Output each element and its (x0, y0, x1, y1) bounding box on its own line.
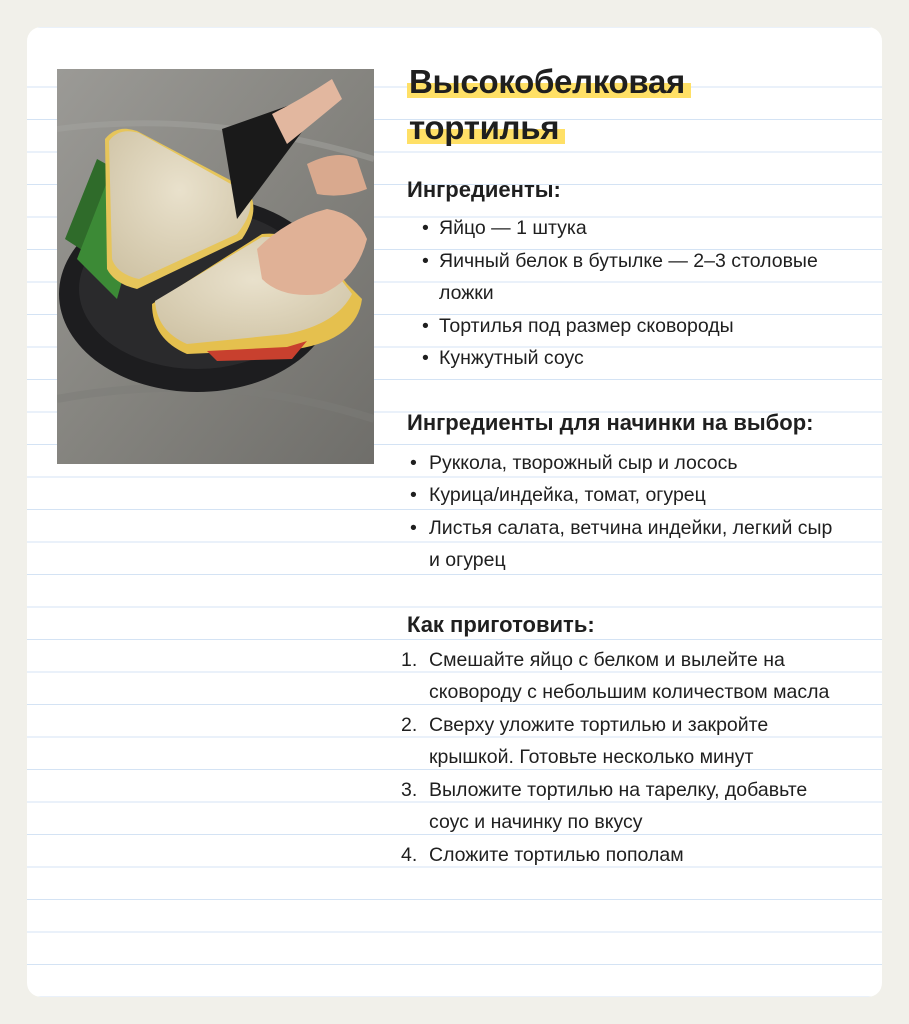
step-number: 3. (401, 778, 418, 801)
step-text: Выложите тортилью на тарелку, добавьте соус и начинку по вкусу (429, 778, 808, 833)
list-item (401, 839, 847, 872)
list-item (401, 774, 847, 839)
list-item (401, 709, 847, 774)
fillings-heading: Ингредиенты для начинки на выбор: (407, 409, 814, 435)
step-text: Сверху уложите тортилью и закройте крышкой. Готовьте несколько минут (429, 713, 769, 768)
step-text: Сложите тортилью пополам (429, 843, 684, 866)
recipe-title-line2: тортилья (407, 109, 565, 146)
list-item: • Яичный белок в бутылке — 2–3 столовые ложки (407, 245, 847, 310)
list-item (401, 644, 847, 709)
list-item: • Руккола, творожный сыр и лосось (407, 447, 847, 480)
tortilla-photo (57, 69, 374, 464)
list-item: • Тортилья под размер сковороды (407, 310, 847, 343)
steps-heading: Как приготовить: (407, 611, 595, 637)
list-item: • Курица/индейка, томат, огурец (407, 479, 847, 512)
list-item: • Яйцо — 1 штука (407, 212, 847, 245)
ingredients-heading: Ингредиенты: (407, 177, 561, 202)
list-item: • Листья салата, ветчина индейки, легкий сыр и огурец (407, 512, 847, 577)
list-item: • Кунжутный соус (407, 342, 847, 375)
step-number: 2. (401, 713, 418, 736)
step-text: Смешайте яйцо с белком и вылейте на сковороду с небольшим количеством масла (429, 648, 830, 703)
steps-list (401, 644, 847, 872)
recipe-content (401, 59, 847, 871)
step-number: 4. (401, 843, 418, 866)
recipe-title-line1: Высокобелковая (407, 63, 691, 100)
ingredients-list (407, 212, 847, 375)
recipe-card (27, 27, 882, 997)
fillings-list (407, 447, 847, 577)
recipe-title (407, 59, 847, 151)
step-number: 1. (401, 648, 418, 671)
